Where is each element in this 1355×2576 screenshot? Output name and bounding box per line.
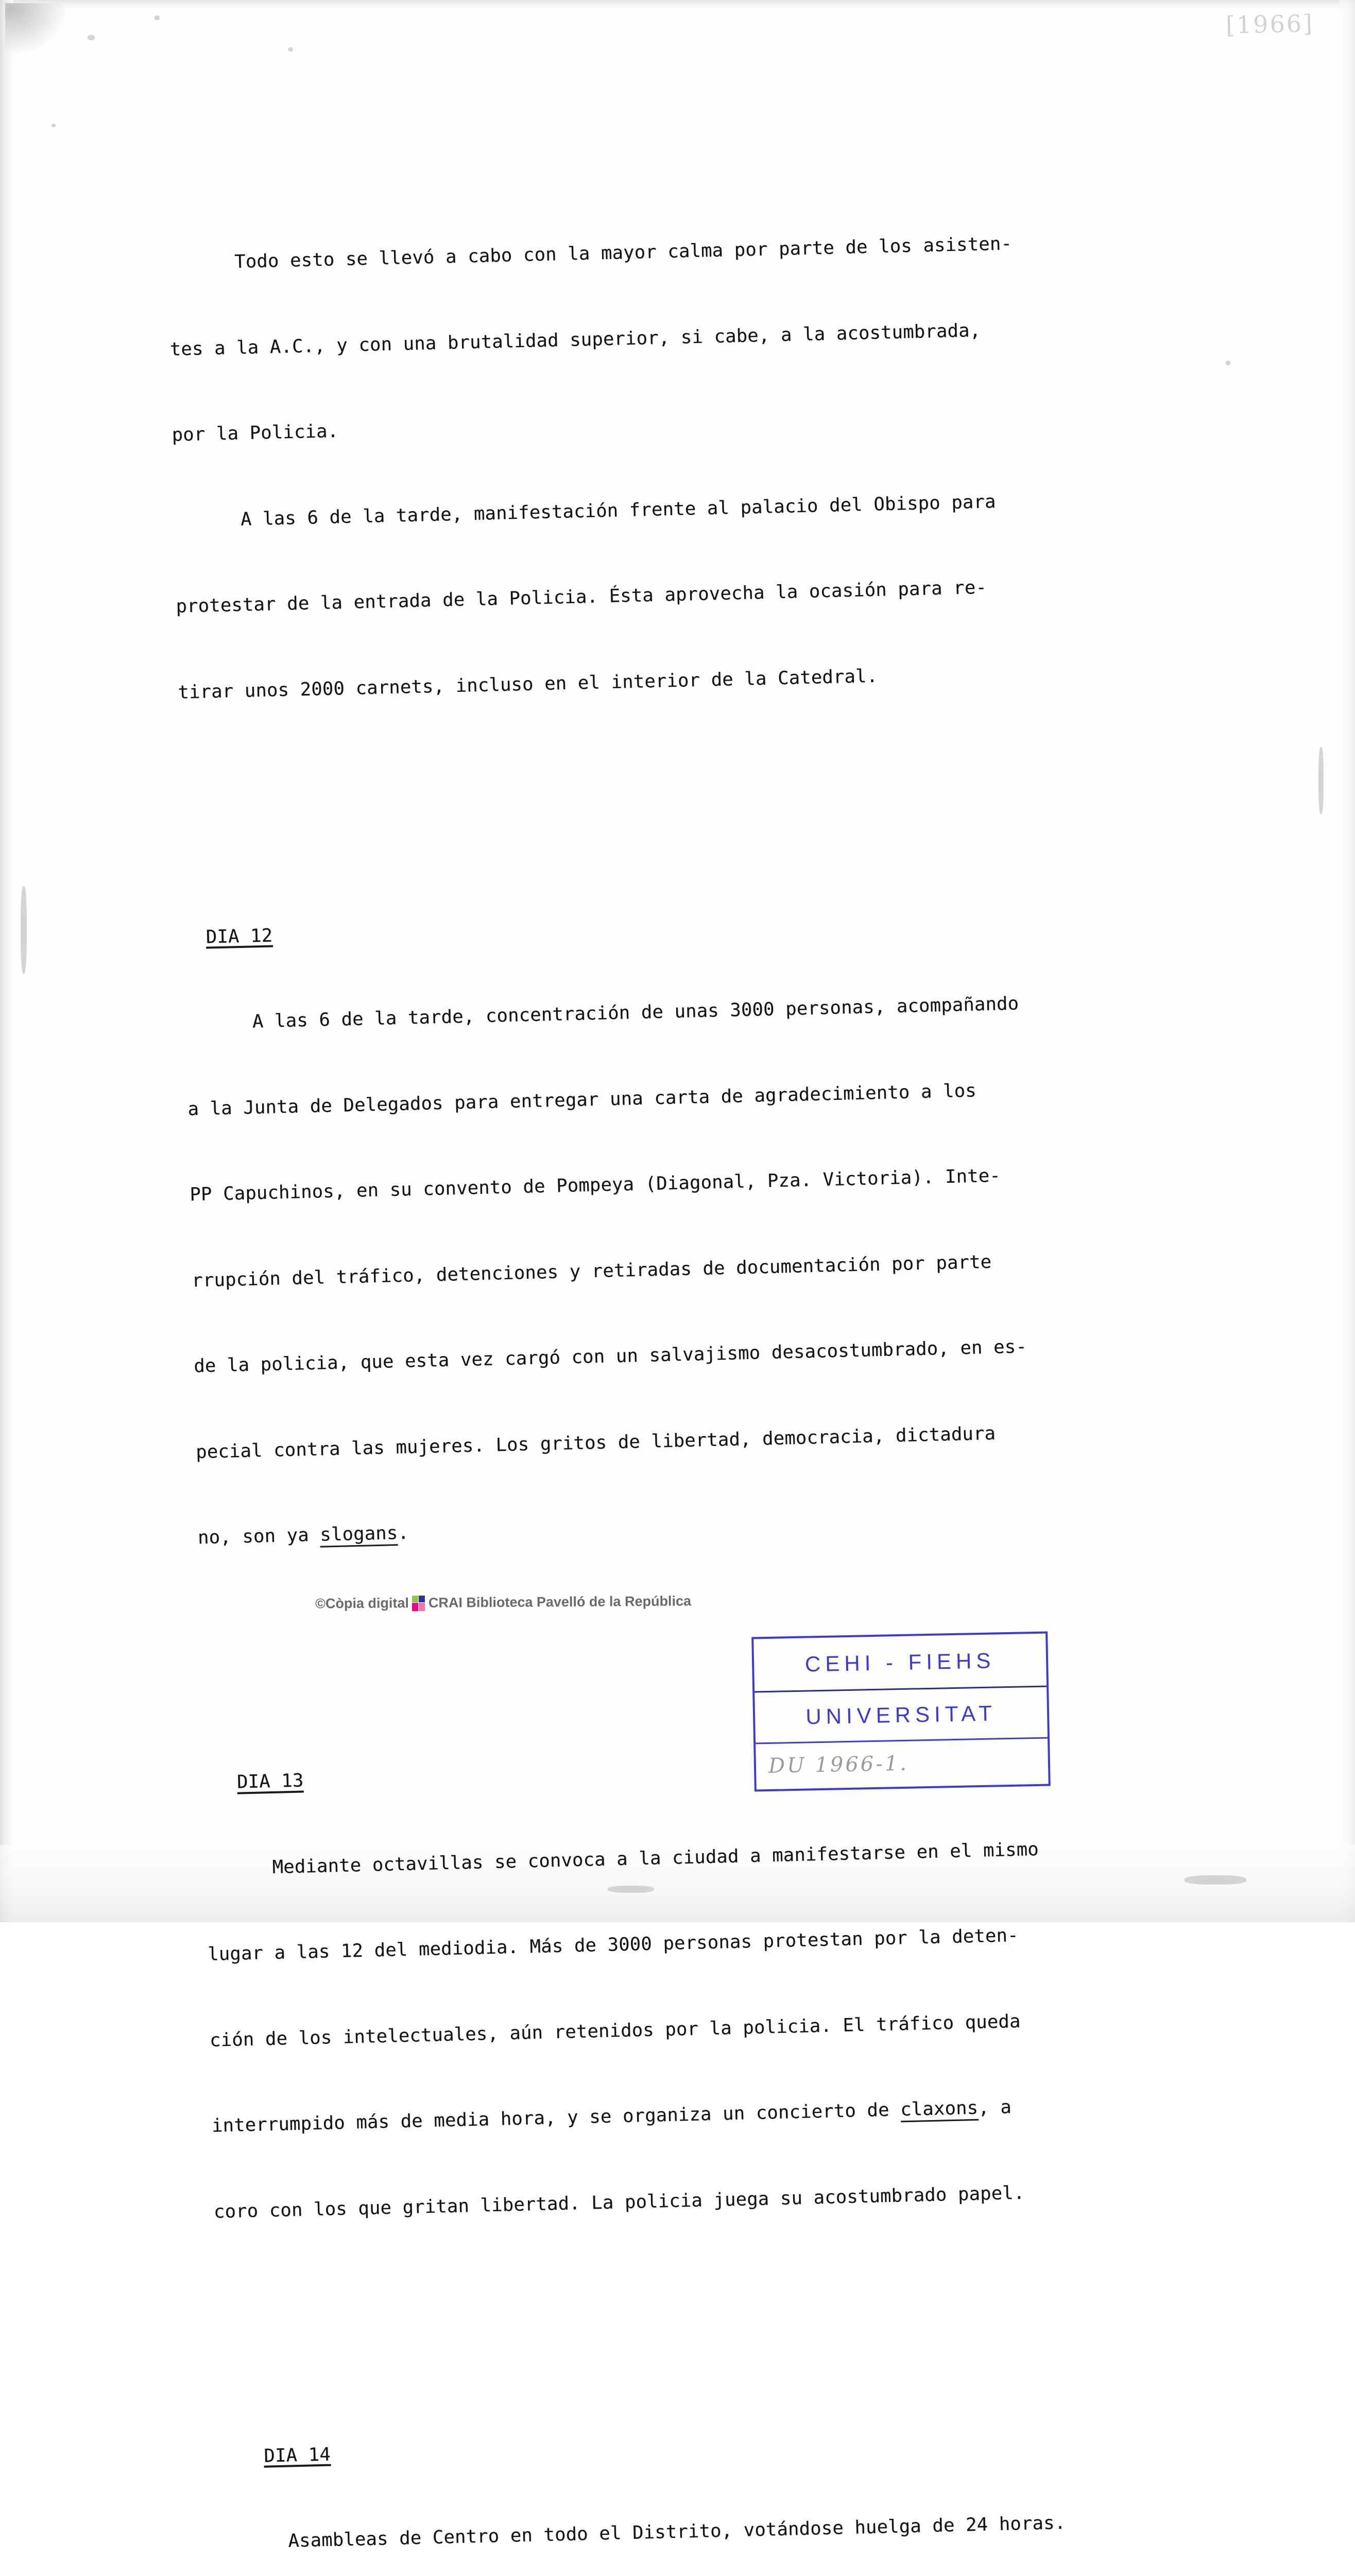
text-line: coro con los que gritan libertad. La policia juega su acostumbrado papel.: [213, 2182, 1025, 2223]
scan-speck: [1226, 361, 1230, 365]
text-line: de la policia, que esta vez cargó con un salvajismo desacostumbrado, en es-: [193, 1336, 1027, 1377]
text-line: tirar unos 2000 carnets, incluso en el interior de la Catedral.: [178, 665, 878, 703]
library-stamp: [751, 1632, 1051, 1792]
text-line: Todo esto se llevó a cabo con la mayor calma por parte de los asisten-: [167, 233, 1013, 274]
digital-copy-watermark: [315, 1593, 691, 1612]
day-heading-13: DIA 13: [237, 1772, 304, 1794]
text-line: por la Policia.: [171, 420, 339, 446]
text-line: rrupción del tráfico, detenciones y retiradas de documentación por parte: [191, 1251, 992, 1291]
scan-speck: [155, 15, 160, 20]
text-line: a la Junta de Delegados para entregar una carta de agradecimiento a los: [187, 1079, 977, 1120]
text-line: A las 6 de la tarde, concentración de unas 3000 personas, acompañando: [185, 993, 1019, 1034]
text-line-with-underline: no, son ya slogans.: [197, 1522, 409, 1549]
scan-edge-left: [0, 0, 13, 1922]
paragraph-gap: [216, 2289, 1210, 2328]
day-heading-14: DIA 14: [264, 2445, 331, 2468]
day-heading-line: [183, 900, 1178, 952]
text-line: A las 6 de la tarde, manifestación frente al palacio del Obispo para: [174, 490, 997, 532]
crai-logo-icon: [412, 1596, 425, 1611]
stamp-line-cehi-fiehs: CEHI - FIEHS: [753, 1634, 1047, 1693]
scan-speck: [288, 47, 293, 52]
scan-speck: [21, 886, 27, 974]
text-line: protestar de la entrada de la Policia. Ésta aprovecha la ocasión para re-: [176, 577, 987, 617]
day-heading-line: [219, 2419, 1214, 2471]
scan-speck: [52, 124, 56, 127]
text-line: lugar a las 12 del mediodia. Más de 3000 personas protestan por la deten-: [207, 1924, 1019, 1965]
text-line: ción de los intelectuales, aún retenidos por la policia. El tráfico queda: [209, 2010, 1021, 2051]
text-line: tes a la A.C., y con una brutalidad superior, si cabe, a la acostumbrada,: [169, 319, 981, 360]
stamp-line-universitat: UNIVERSITAT: [754, 1687, 1048, 1744]
scan-edge-right: [1340, 0, 1355, 1922]
text-line-with-underline: interrumpido más de media hora, y se organiza un concierto de claxons, a: [211, 2096, 1012, 2137]
watermark-text-after: CRAI Biblioteca Pavelló de la República: [428, 1593, 692, 1611]
paragraph-gap: [180, 769, 1174, 809]
scan-edge-top: [0, 0, 1355, 9]
corner-smudge: [5, 3, 67, 55]
stamp-line-shelfmark: DU 1966-1.: [768, 1751, 909, 1778]
underlined-word-claxons: claxons: [900, 2097, 979, 2123]
scan-speck: [1318, 747, 1324, 814]
text-line: pecial contra las mujeres. Los gritos de libertad, democracia, dictadura: [195, 1422, 996, 1463]
scan-speck: [88, 35, 95, 40]
pencil-annotation: [1966]: [1225, 9, 1314, 39]
day-heading-12: DIA 12: [205, 926, 272, 949]
text-line: Asambleas de Centro en todo el Distrito, votándose huelga de 24 horas.: [221, 2512, 1066, 2553]
text-line: PP Capuchinos, en su convento de Pompeya (Diagonal, Pza. Victoria). Inte-: [189, 1165, 1001, 1206]
text-line: Mediante octavillas se convoca a la ciudad a manifestarse en el mismo: [205, 1838, 1039, 1879]
typed-body-text: [165, 112, 1267, 2576]
watermark-text-before: ©Còpia digital: [315, 1595, 409, 1612]
underlined-word-slogans: slogans: [320, 1522, 398, 1548]
